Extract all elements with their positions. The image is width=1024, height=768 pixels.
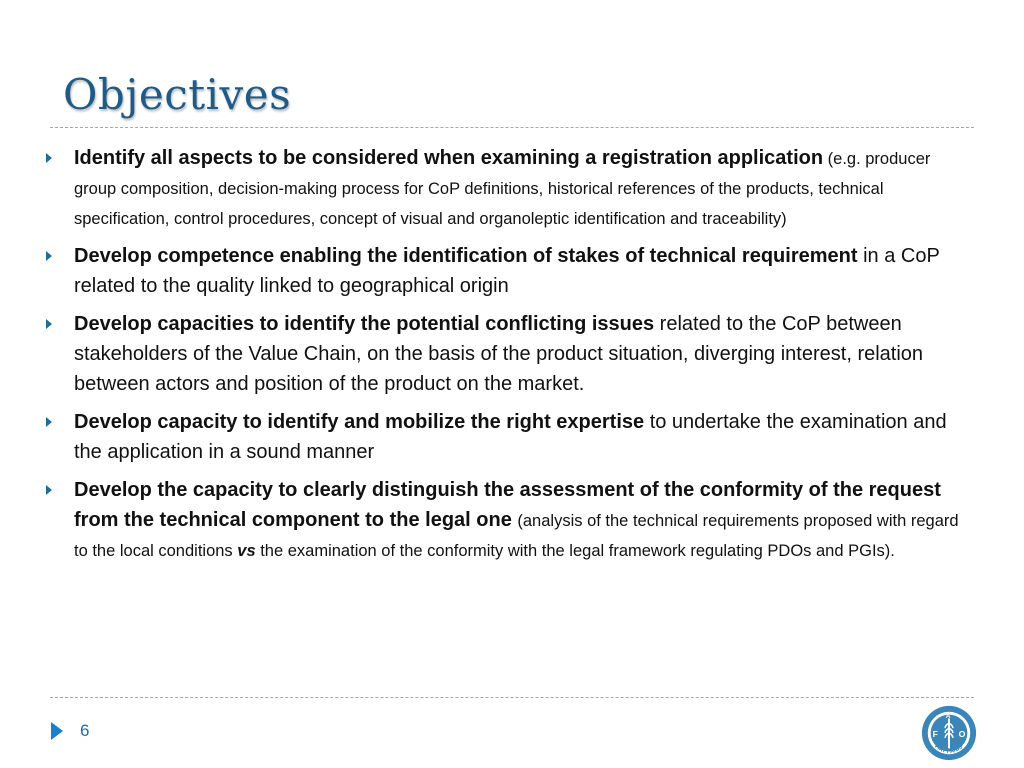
bullet-bold-text: Develop the capacity to clearly distinguish the assessment of the conformity of the request from the technical component to the legal one xyxy=(74,479,941,531)
bullet-regular-text: in a CoP related to the quality linked to geographical origin xyxy=(74,245,940,297)
slide-nav-arrow-icon xyxy=(51,722,63,740)
bullet-arrow-icon xyxy=(46,153,52,163)
list-item xyxy=(46,143,966,233)
bullet-arrow-icon xyxy=(46,485,52,495)
bullet-bold-text: Identify all aspects to be considered when examining a registration application xyxy=(74,147,824,169)
list-item xyxy=(46,241,966,301)
bullet-detail-text: (e.g. producer group composition, decision-making process for CoP definitions, historical references of the products, technical specification, control procedures, concept of visual and organoleptic identification and traceability) xyxy=(74,150,931,228)
bullet-vs-text: vs xyxy=(237,542,256,560)
bullet-regular-text: to undertake the examination and the application in a sound manner xyxy=(74,411,947,463)
bullet-bold-text: Develop competence enabling the identification of stakes of technical requirement xyxy=(74,245,858,267)
list-item xyxy=(46,475,966,565)
logo-motto: FIAT PANIS xyxy=(932,743,965,755)
slide-title: Objectives xyxy=(63,70,292,119)
page-number: 6 xyxy=(80,721,90,740)
fao-logo-icon xyxy=(920,704,978,762)
logo-letter-o: O xyxy=(958,728,966,739)
bullet-detail-text: (analysis of the technical requirements proposed with regard to the local conditions xyxy=(74,512,959,560)
bullet-detail-text-end: the examination of the conformity with the legal framework regulating PDOs and PGIs). xyxy=(255,542,895,560)
bullet-regular-text: related to the CoP between stakeholders of the Value Chain, on the basis of the product situation, diverging interest, relation between actors and position of the product on the market. xyxy=(74,313,924,395)
list-item xyxy=(46,407,966,467)
objectives-list xyxy=(46,143,966,573)
bottom-divider xyxy=(50,697,974,698)
top-divider xyxy=(50,127,974,128)
bullet-arrow-icon xyxy=(46,251,52,261)
bullet-arrow-icon xyxy=(46,417,52,427)
bullet-arrow-icon xyxy=(46,319,52,329)
bullet-bold-text: Develop capacities to identify the potential conflicting issues xyxy=(74,313,655,335)
bullet-bold-text: Develop capacity to identify and mobilize the right expertise xyxy=(74,411,645,433)
list-item xyxy=(46,309,966,399)
logo-letter-f: F xyxy=(932,728,938,739)
logo-letter-a: A xyxy=(945,713,951,721)
